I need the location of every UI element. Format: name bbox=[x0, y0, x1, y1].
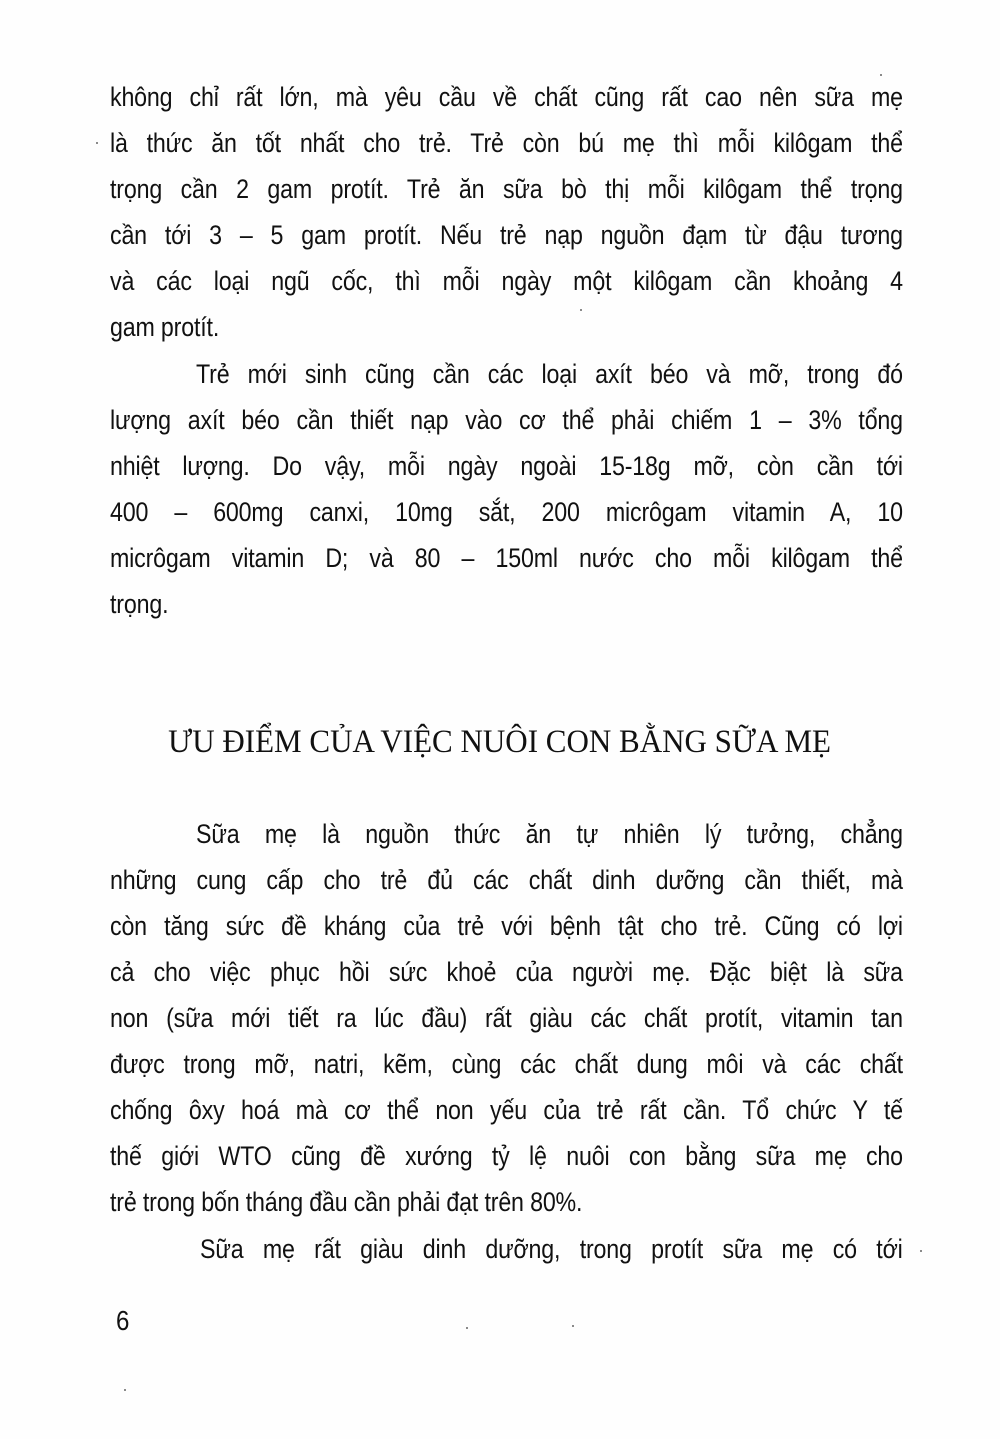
text-line: không chỉ rất lớn, mà yêu cầu về chất cũng rất cao nên sữa mẹ bbox=[110, 82, 903, 112]
scan-speck bbox=[580, 309, 582, 311]
scan-speck bbox=[880, 74, 882, 76]
text-line-last: trẻ trong bốn tháng đầu cần phải đạt trên 80%. bbox=[110, 1187, 583, 1217]
text-line: chống ôxy hoá mà cơ thể non yếu của trẻ rất cần. Tổ chức Y tế bbox=[110, 1095, 903, 1125]
text-line-indented: Trẻ mới sinh cũng cần các loại axít béo và mỡ, trong đó bbox=[196, 359, 903, 389]
scan-speck bbox=[920, 1250, 922, 1252]
text-line: là thức ăn tốt nhất cho trẻ. Trẻ còn bú mẹ thì mỗi kilôgam thể bbox=[110, 128, 903, 158]
text-line-last: gam protít. bbox=[110, 312, 220, 342]
text-line-indented: Sữa mẹ là nguồn thức ăn tự nhiên lý tưởng, chẳng bbox=[196, 819, 903, 849]
text-line: lượng axít béo cần thiết nạp vào cơ thể phải chiếm 1 – 3% tổng bbox=[110, 405, 903, 435]
page-number: 6 bbox=[116, 1305, 130, 1336]
scan-speck bbox=[124, 1389, 126, 1391]
text-line: cần tới 3 – 5 gam protít. Nếu trẻ nạp nguồn đạm từ đậu tương bbox=[110, 220, 903, 250]
text-line: còn tăng sức đề kháng của trẻ với bệnh tật cho trẻ. Cũng có lợi bbox=[110, 911, 903, 941]
text-line: non (sữa mới tiết ra lúc đầu) rất giàu các chất protít, vitamin tan bbox=[110, 1003, 903, 1033]
text-line: nhiệt lượng. Do vậy, mỗi ngày ngoài 15-18g mỡ, còn cần tới bbox=[110, 451, 903, 481]
scan-speck bbox=[572, 1325, 574, 1327]
section-heading: ƯU ĐIỂM CỦA VIỆC NUÔI CON BẰNG SỮA MẸ bbox=[168, 724, 832, 760]
text-line: thế giới WTO cũng đề xướng tỷ lệ nuôi con bằng sữa mẹ cho bbox=[110, 1141, 903, 1171]
text-line: được trong mỡ, natri, kẽm, cùng các chất dung môi và các chất bbox=[110, 1049, 903, 1079]
text-line: 400 – 600mg canxi, 10mg sắt, 200 micrôgam vitamin A, 10 bbox=[110, 497, 903, 527]
text-line-last: trọng. bbox=[110, 589, 169, 619]
text-line: trọng cần 2 gam protít. Trẻ ăn sữa bò thị mỗi kilôgam thể trọng bbox=[110, 174, 903, 204]
text-line: những cung cấp cho trẻ đủ các chất dinh dưỡng cần thiết, mà bbox=[110, 865, 903, 895]
text-line: cả cho việc phục hồi sức khoẻ của người mẹ. Đặc biệt là sữa bbox=[110, 957, 903, 987]
text-line: và các loại ngũ cốc, thì mỗi ngày một kilôgam cần khoảng 4 bbox=[110, 266, 903, 296]
text-line: micrôgam vitamin D; và 80 – 150ml nước cho mỗi kilôgam thể bbox=[110, 543, 903, 573]
scan-speck bbox=[96, 142, 98, 144]
text-line-indented: Sữa mẹ rất giàu dinh dưỡng, trong protít sữa mẹ có tới bbox=[200, 1234, 903, 1264]
scan-speck bbox=[466, 1327, 468, 1329]
